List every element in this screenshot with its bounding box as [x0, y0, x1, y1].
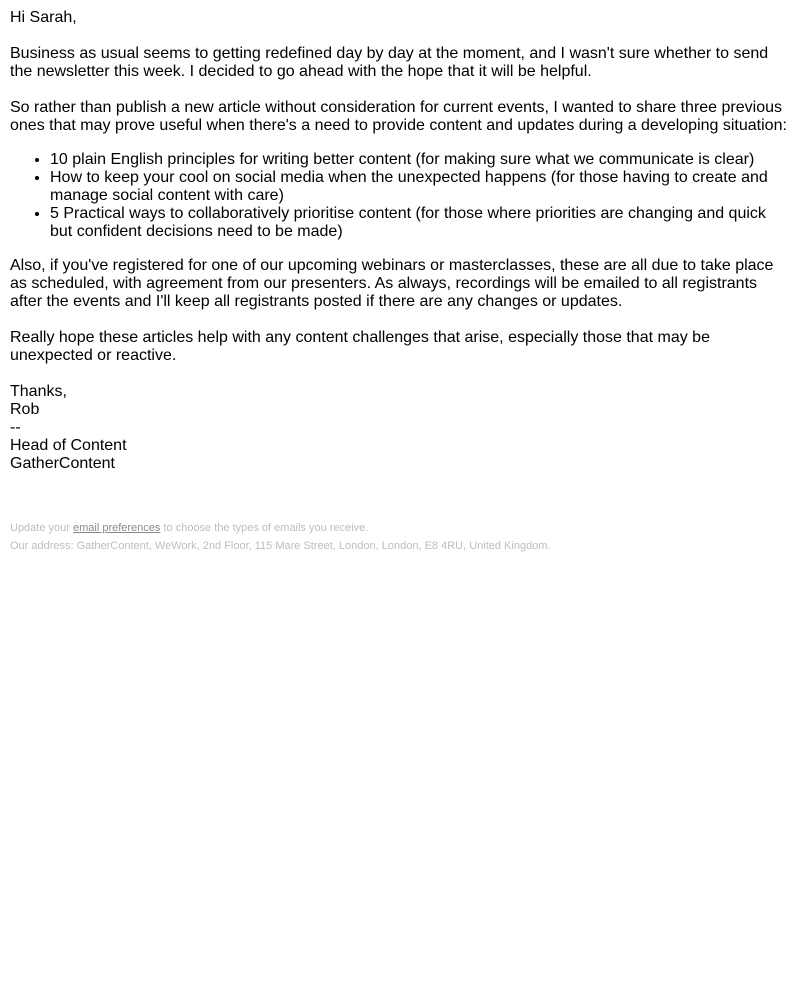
share-paragraph: So rather than publish a new article without consideration for current events, I wanted to share three previous ones that may prove useful when there's a need to provide content and updates during a developing situation:: [10, 99, 787, 134]
signature-company: GatherContent: [10, 455, 115, 472]
preferences-line: [10, 519, 790, 537]
postal-address: Our address: GatherContent, WeWork, 2nd Floor, 115 Mare Street, London, London, E8 4RU, United Kingdom.: [10, 540, 551, 552]
signature: [10, 383, 790, 473]
preferences-prefix: Update your: [10, 522, 73, 534]
signature-thanks: Thanks,: [10, 383, 67, 400]
preferences-suffix: to choose the types of emails you receive.: [160, 522, 369, 534]
email-footer: [10, 519, 790, 555]
article-item: • How to keep your cool on social media when the unexpected happens (for those having to create and manage social content with care): [50, 169, 790, 205]
webinars-paragraph: Also, if you've registered for one of our upcoming webinars or masterclasses, these are all due to take place as scheduled, with agreement from our presenters. As always, recordings will be emailed to all registrants after the events and I'll keep all registrants posted if there are any changes or updates.: [10, 257, 774, 310]
article-list: [10, 151, 790, 241]
signature-name: Rob: [10, 401, 40, 418]
article-item: • 10 plain English principles for writing better content (for making sure what we communicate is clear): [50, 151, 790, 169]
signature-separator: --: [10, 419, 21, 436]
signature-title: Head of Content: [10, 437, 127, 454]
article-item: • 5 Practical ways to collaboratively prioritise content (for those where priorities are changing and quick but confident decisions need to be made): [50, 205, 790, 241]
greeting: Hi Sarah,: [10, 9, 77, 26]
email-preferences-link[interactable]: email preferences: [72, 522, 161, 534]
hope-paragraph: Really hope these articles help with any content challenges that arise, especially those that may be unexpected or reactive.: [10, 329, 710, 364]
intro-paragraph: Business as usual seems to getting redefined day by day at the moment, and I wasn't sure whether to send the newsletter this week. I decided to go ahead with the hope that it will be helpful.: [10, 45, 769, 80]
